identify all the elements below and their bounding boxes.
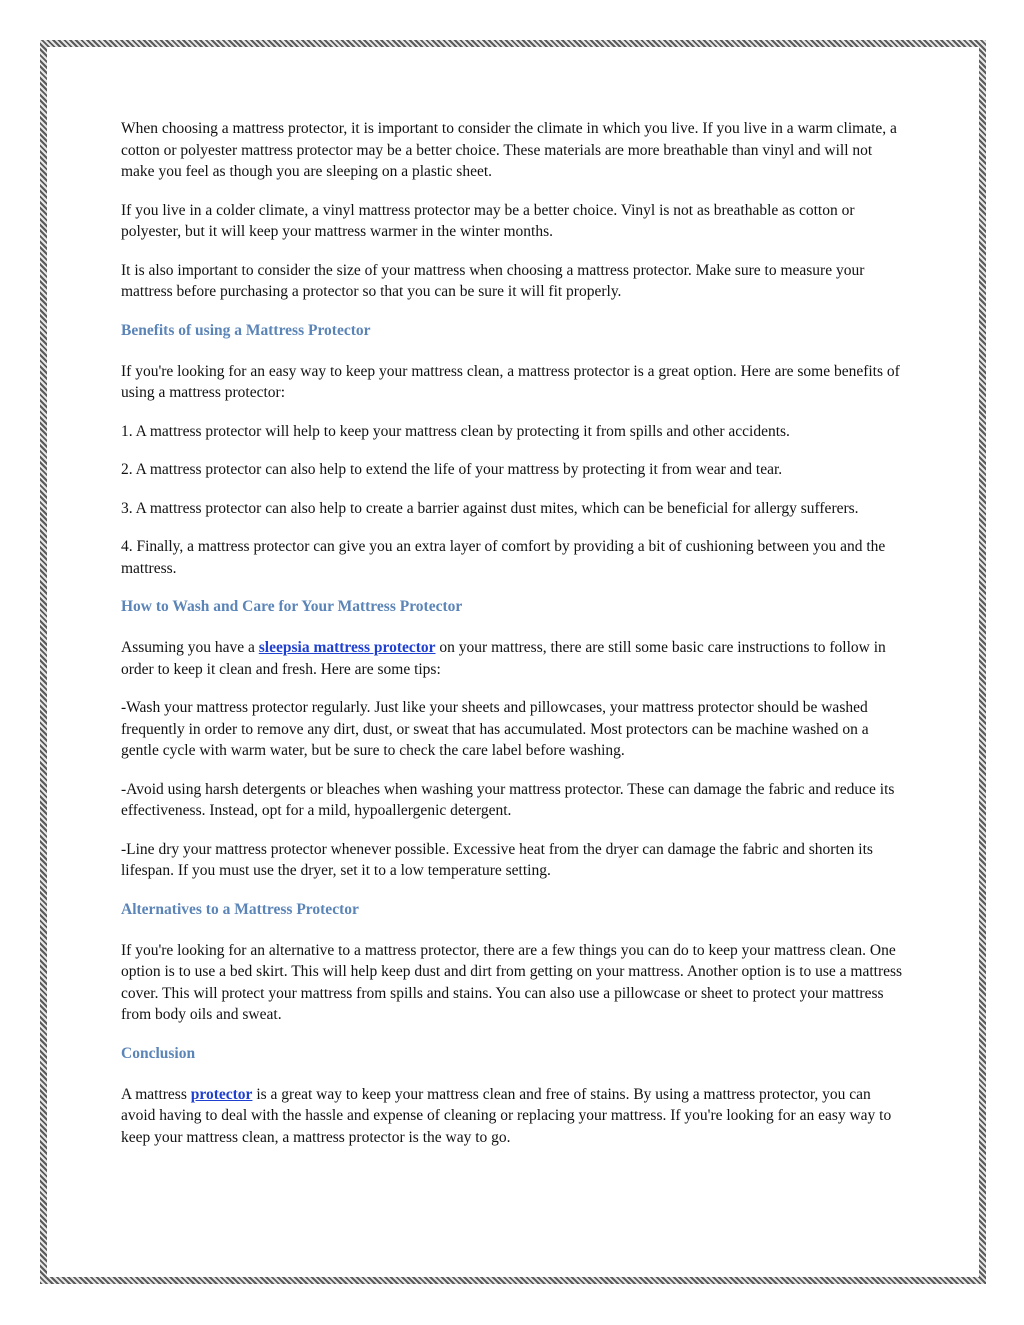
- paragraph-colder-climate: If you live in a colder climate, a vinyl mattress protector may be a better choice. Vinyl is not as breathable as cotton or polyester, but it will keep your mattress warmer in the winter months.: [121, 201, 855, 240]
- wash-intro-text-before: Assuming you have a: [121, 639, 259, 656]
- list-item-benefit-1: 1. A mattress protector will help to keep your mattress clean by protecting it from spills and other accidents.: [121, 422, 790, 440]
- paragraph-conclusion: [121, 1084, 905, 1149]
- paragraph-tip-detergents: -Avoid using harsh detergents or bleaches when washing your mattress protector. These can damage the fabric and reduce its effectiveness. Instead, opt for a mild, hypoallergenic detergent.: [121, 780, 895, 819]
- list-item-benefit-2: 2. A mattress protector can also help to extend the life of your mattress by protecting it from wear and tear.: [121, 461, 783, 478]
- conclusion-text-before: A mattress: [121, 1085, 191, 1103]
- list-item-benefit-3: 3. A mattress protector can also help to create a barrier against dust mites, which can be beneficial for allergy sufferers.: [121, 499, 859, 517]
- heading-alternatives: Alternatives to a Mattress Protector: [121, 900, 359, 918]
- paragraph-size: It is also important to consider the size of your mattress when choosing a mattress protector. Make sure to measure your mattress before purchasing a protector so that you can be sure it will fit properly.: [121, 261, 865, 300]
- paragraph-wash-intro: [121, 637, 905, 680]
- heading-benefits: Benefits of using a Mattress Protector: [121, 321, 371, 339]
- paragraph-alternatives: If you're looking for an alternative to a mattress protector, there are a few things you can do to keep your mattress clean. One option is to use a bed skirt. This will help keep dust and dirt from getting on your mattress. Another option is to use a mattress cover. This will protect your mattress from spills and stains. You can also use a pillowcase or sheet to protect your mattress from body oils and sweat.: [121, 941, 903, 1023]
- sleepsia-mattress-protector-link[interactable]: sleepsia mattress protector: [258, 639, 436, 656]
- conclusion-text-after: is a great way to keep your mattress clean and free of stains. By using a mattress protector, you can avoid having to deal with the hassle and expense of cleaning or replacing your mattress. If you're looking for an easy way to keep your mattress clean, a mattress protector is the way to go.: [121, 1085, 892, 1146]
- paragraph-benefits-intro: If you're looking for an easy way to keep your mattress clean, a mattress protector is a great option. Here are some benefits of using a mattress protector:: [121, 362, 900, 401]
- heading-wash-care: How to Wash and Care for Your Mattress Protector: [121, 598, 463, 615]
- list-item-benefit-4: 4. Finally, a mattress protector can give you an extra layer of comfort by providing a bit of cushioning between you and the mattress.: [121, 538, 886, 577]
- wash-intro-text-after: on your mattress, there are still some basic care instructions to follow in order to keep it clean and fresh. Here are some tips:: [121, 639, 886, 678]
- paragraph-climate: When choosing a mattress protector, it is important to consider the climate in which you live. If you live in a warm climate, a cotton or polyester mattress protector may be a better choice. These materials are more breathable than vinyl and will not make you feel as though you are sleeping on a plastic sheet.: [121, 120, 897, 180]
- paragraph-tip-wash: -Wash your mattress protector regularly. Just like your sheets and pillowcases, your mattress protector should be washed frequently in order to remove any dirt, dust, or sweat that has accumulated. Most protectors can be machine washed on a gentle cycle with warm water, but be sure to check the care label before washing.: [121, 699, 869, 759]
- heading-conclusion: Conclusion: [121, 1044, 196, 1062]
- document-body: [121, 118, 905, 1165]
- paragraph-tip-line-dry: -Line dry your mattress protector whenever possible. Excessive heat from the dryer can damage the fabric and shorten its lifespan. If you must use the dryer, set it to a low temperature setting.: [121, 840, 873, 879]
- protector-link[interactable]: protector: [190, 1085, 253, 1103]
